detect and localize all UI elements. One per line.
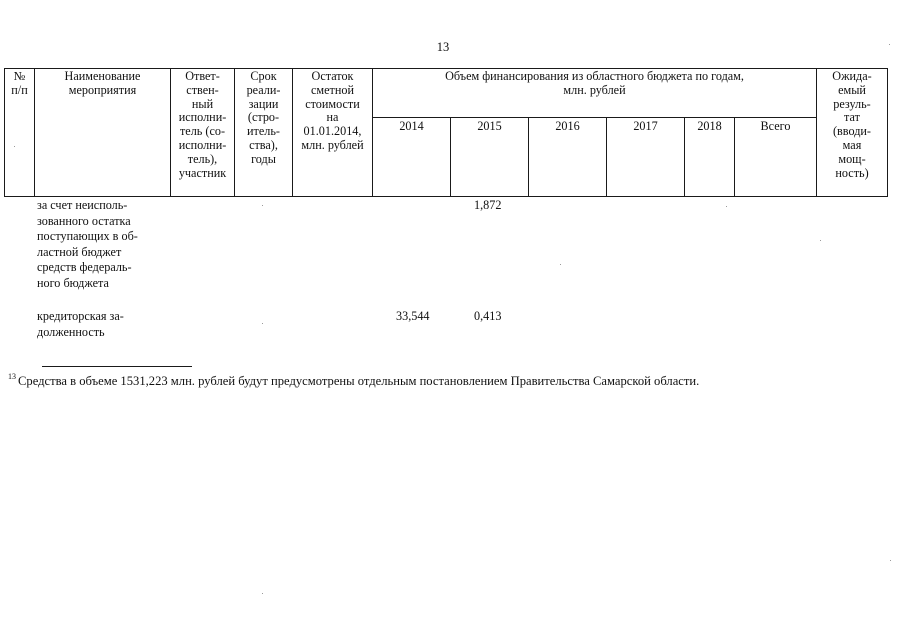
cell-2014 <box>372 198 450 291</box>
header-year-2018: 2018 <box>685 118 735 197</box>
table-body <box>4 198 887 340</box>
header-year-2014: 2014 <box>373 118 451 197</box>
header-year-2017: 2017 <box>607 118 685 197</box>
footnote-rule <box>42 366 192 367</box>
row-name: кредиторская за- долженность <box>37 309 124 339</box>
header-result: Ожида- емый резуль- тат (вводи- мая мощ- ность) <box>817 69 888 197</box>
cell-2015: 1,872 <box>474 198 502 212</box>
header-executor: Ответ- ствен- ный исполни- тель (со- исполни- тель), участник <box>171 69 235 197</box>
header-year-2015: 2015 <box>451 118 529 197</box>
table-row <box>4 198 887 291</box>
row-name: за счет неисполь- зованного остатка поступающих в об- ластной бюджет средств федераль- ного бюджета <box>37 198 138 290</box>
page-number: 13 <box>436 40 450 54</box>
header-funding: Объем финансирования из областного бюджета по годам, млн. рублей <box>373 69 817 118</box>
table-row <box>4 309 887 340</box>
header-term: Срок реали- зации (стро- итель- ства), годы <box>235 69 293 197</box>
footnote <box>8 374 888 389</box>
header-balance: Остаток сметной стоимости на 01.01.2014, млн. рублей <box>293 69 373 197</box>
cell-2014: 33,544 <box>396 309 430 323</box>
header-num: № п/п <box>5 69 35 197</box>
header-year-2016: 2016 <box>529 118 607 197</box>
table-header <box>4 68 888 197</box>
header-name: Наименование мероприятия <box>35 69 171 197</box>
cell-2015: 0,413 <box>474 309 502 323</box>
footnote-mark: 13 <box>8 372 16 381</box>
footnote-text: Средства в объеме 1531,223 млн. рублей будут предусмотрены отдельным постановлением Правительства Самарской области. <box>18 374 700 388</box>
header-year-total: Всего <box>735 118 817 197</box>
